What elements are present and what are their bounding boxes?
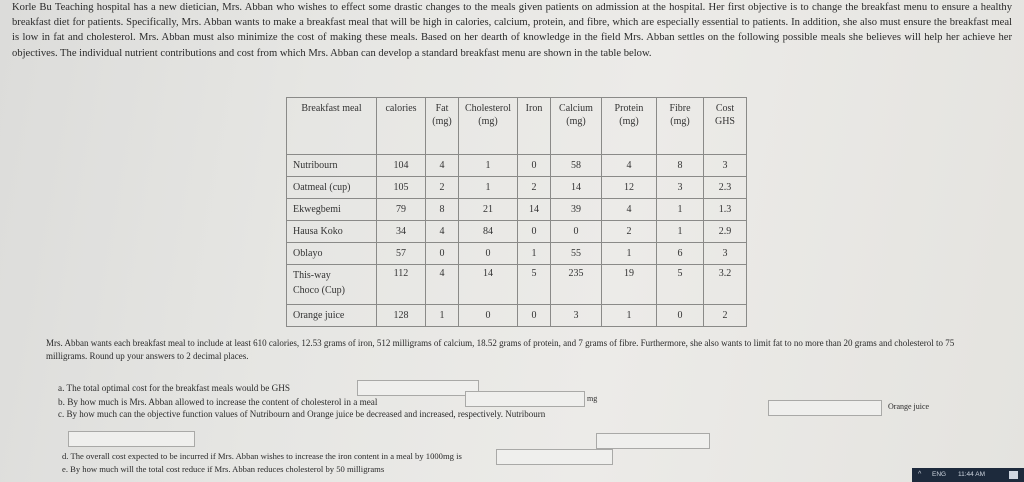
answer-c-nutribourn-input[interactable] <box>768 400 882 416</box>
table-row <box>287 265 747 305</box>
table-row <box>287 243 747 265</box>
problem-intro <box>12 0 1012 61</box>
cell-cost: 2.3 <box>704 177 747 199</box>
cell-calcium: 14 <box>551 177 602 199</box>
cell-iron: 5 <box>518 265 551 305</box>
intro-paragraph: Korle Bu Teaching hospital has a new dietician, Mrs. Abban who wishes to effect some drastic changes to the meals given patients on admission at the hospital. Her first objective is to change the breakfast menu to ensure a healthy breakfast diet for patients. Specifically, Mrs. Abban wants to make a breakfast meal that will be high in calories, calcium, protein, and fibre, which are especially essential to patients. In addition, she also must ensure the breakfast meal is low in fat and cholesterol. Mrs. Abban must also minimize the cost of making these meals. Based on her dearth of knowledge in the field Mrs. Abban settles on the following possible meals she believes will help her achieve her objectives. The individual nutrient contributions and cost from which Mrs. Abban can develop a standard breakfast menu are shown in the table below. <box>12 2 1012 59</box>
cell-fibre: 5 <box>657 265 704 305</box>
cell-iron: 0 <box>518 221 551 243</box>
cell-cost: 3 <box>704 155 747 177</box>
meal-name: Ekwegbemi <box>287 199 377 221</box>
question-e: e. By how much will the total cost reduce if Mrs. Abban reduces cholesterol by 50 milligrams <box>62 464 385 474</box>
cell-protein: 1 <box>602 243 657 265</box>
cell-cost: 3 <box>704 243 747 265</box>
header-calories: calories <box>377 98 426 155</box>
cell-cholesterol: 84 <box>459 221 518 243</box>
cell-fibre: 6 <box>657 243 704 265</box>
cell-cholesterol: 21 <box>459 199 518 221</box>
cell-fibre: 0 <box>657 305 704 327</box>
cell-fat: 4 <box>426 221 459 243</box>
cell-fibre: 1 <box>657 199 704 221</box>
cell-cholesterol: 14 <box>459 265 518 305</box>
cell-cholesterol: 0 <box>459 305 518 327</box>
cell-cost: 2 <box>704 305 747 327</box>
cell-fat: 2 <box>426 177 459 199</box>
cell-fibre: 8 <box>657 155 704 177</box>
answer-c-orange-input[interactable] <box>68 431 195 447</box>
meal-name: Nutribourn <box>287 155 377 177</box>
cell-calories: 128 <box>377 305 426 327</box>
taskbar <box>912 468 1024 482</box>
cell-iron: 0 <box>518 305 551 327</box>
cell-fat: 4 <box>426 155 459 177</box>
meal-name: Oatmeal (cup) <box>287 177 377 199</box>
header-iron: Iron <box>518 98 551 155</box>
notification-icon[interactable] <box>1009 471 1018 479</box>
header-fat: Fat (mg) <box>426 98 459 155</box>
header-cost: Cost GHS <box>704 98 747 155</box>
cell-calories: 57 <box>377 243 426 265</box>
cell-protein: 19 <box>602 265 657 305</box>
question-c-suffix: Orange juice <box>888 402 930 411</box>
language-indicator[interactable]: ENG <box>932 471 947 478</box>
table-header-row <box>287 98 747 155</box>
cell-cost: 2.9 <box>704 221 747 243</box>
answer-e-input[interactable] <box>496 449 613 465</box>
table-row <box>287 221 747 243</box>
answer-d-input[interactable] <box>596 433 710 449</box>
cell-fibre: 1 <box>657 221 704 243</box>
cell-calcium: 0 <box>551 221 602 243</box>
cell-cholesterol: 0 <box>459 243 518 265</box>
cell-calcium: 3 <box>551 305 602 327</box>
cell-cost: 3.2 <box>704 265 747 305</box>
cell-iron: 1 <box>518 243 551 265</box>
question-c: c. By how much can the objective function values of Nutribourn and Orange juice be decreased and increased, respectively. Nutribourn <box>58 409 546 419</box>
cell-calcium: 235 <box>551 265 602 305</box>
cell-calories: 112 <box>377 265 426 305</box>
cell-protein: 4 <box>602 199 657 221</box>
answer-b-unit: mg <box>587 394 598 403</box>
clock[interactable]: 11:44 AM <box>958 471 985 478</box>
table-row <box>287 177 747 199</box>
header-protein: Protein (mg) <box>602 98 657 155</box>
cell-cost: 1.3 <box>704 199 747 221</box>
header-fibre: Fibre (mg) <box>657 98 704 155</box>
cell-protein: 12 <box>602 177 657 199</box>
table-row <box>287 199 747 221</box>
cell-calcium: 39 <box>551 199 602 221</box>
answer-b-input[interactable] <box>465 391 585 407</box>
cell-protein: 2 <box>602 221 657 243</box>
chevron-up-icon[interactable]: ^ <box>918 471 922 478</box>
header-cholesterol: Cholesterol (mg) <box>459 98 518 155</box>
cell-fat: 4 <box>426 265 459 305</box>
header-meal: Breakfast meal <box>287 98 377 155</box>
cell-iron: 14 <box>518 199 551 221</box>
meal-name: Hausa Koko <box>287 221 377 243</box>
requirements-text: Mrs. Abban wants each breakfast meal to include at least 610 calories, 12.53 grams of iron, 512 milligrams of calcium, 18.52 grams of protein, and 7 grams of fibre. Furthermore, she also wants to limit fat to no more than 20 grams and cholesterol to 75 milligrams. Round up your answers to 2 decimal places. <box>46 338 955 361</box>
cell-calcium: 58 <box>551 155 602 177</box>
cell-fat: 1 <box>426 305 459 327</box>
cell-fat: 8 <box>426 199 459 221</box>
header-calcium: Calcium (mg) <box>551 98 602 155</box>
cell-calories: 34 <box>377 221 426 243</box>
nutrient-table <box>286 97 747 327</box>
cell-protein: 1 <box>602 305 657 327</box>
meal-name: Oblayo <box>287 243 377 265</box>
question-d: d. The overall cost expected to be incurred if Mrs. Abban wishes to increase the iron content in a meal by 1000mg is <box>62 451 462 461</box>
meal-name: This-way Choco (Cup) <box>287 265 377 305</box>
table-row <box>287 305 747 327</box>
cell-calcium: 55 <box>551 243 602 265</box>
meal-name: Orange juice <box>287 305 377 327</box>
cell-protein: 4 <box>602 155 657 177</box>
cell-cholesterol: 1 <box>459 155 518 177</box>
question-a: a. The total optimal cost for the breakfast meals would be GHS <box>58 383 291 393</box>
cell-calories: 105 <box>377 177 426 199</box>
cell-iron: 0 <box>518 155 551 177</box>
cell-fat: 0 <box>426 243 459 265</box>
cell-cholesterol: 1 <box>459 177 518 199</box>
question-b: b. By how much is Mrs. Abban allowed to increase the content of cholesterol in a meal <box>58 397 378 407</box>
table-row <box>287 155 747 177</box>
cell-calories: 79 <box>377 199 426 221</box>
cell-calories: 104 <box>377 155 426 177</box>
answer-a-input[interactable] <box>357 380 479 396</box>
cell-iron: 2 <box>518 177 551 199</box>
cell-fibre: 3 <box>657 177 704 199</box>
